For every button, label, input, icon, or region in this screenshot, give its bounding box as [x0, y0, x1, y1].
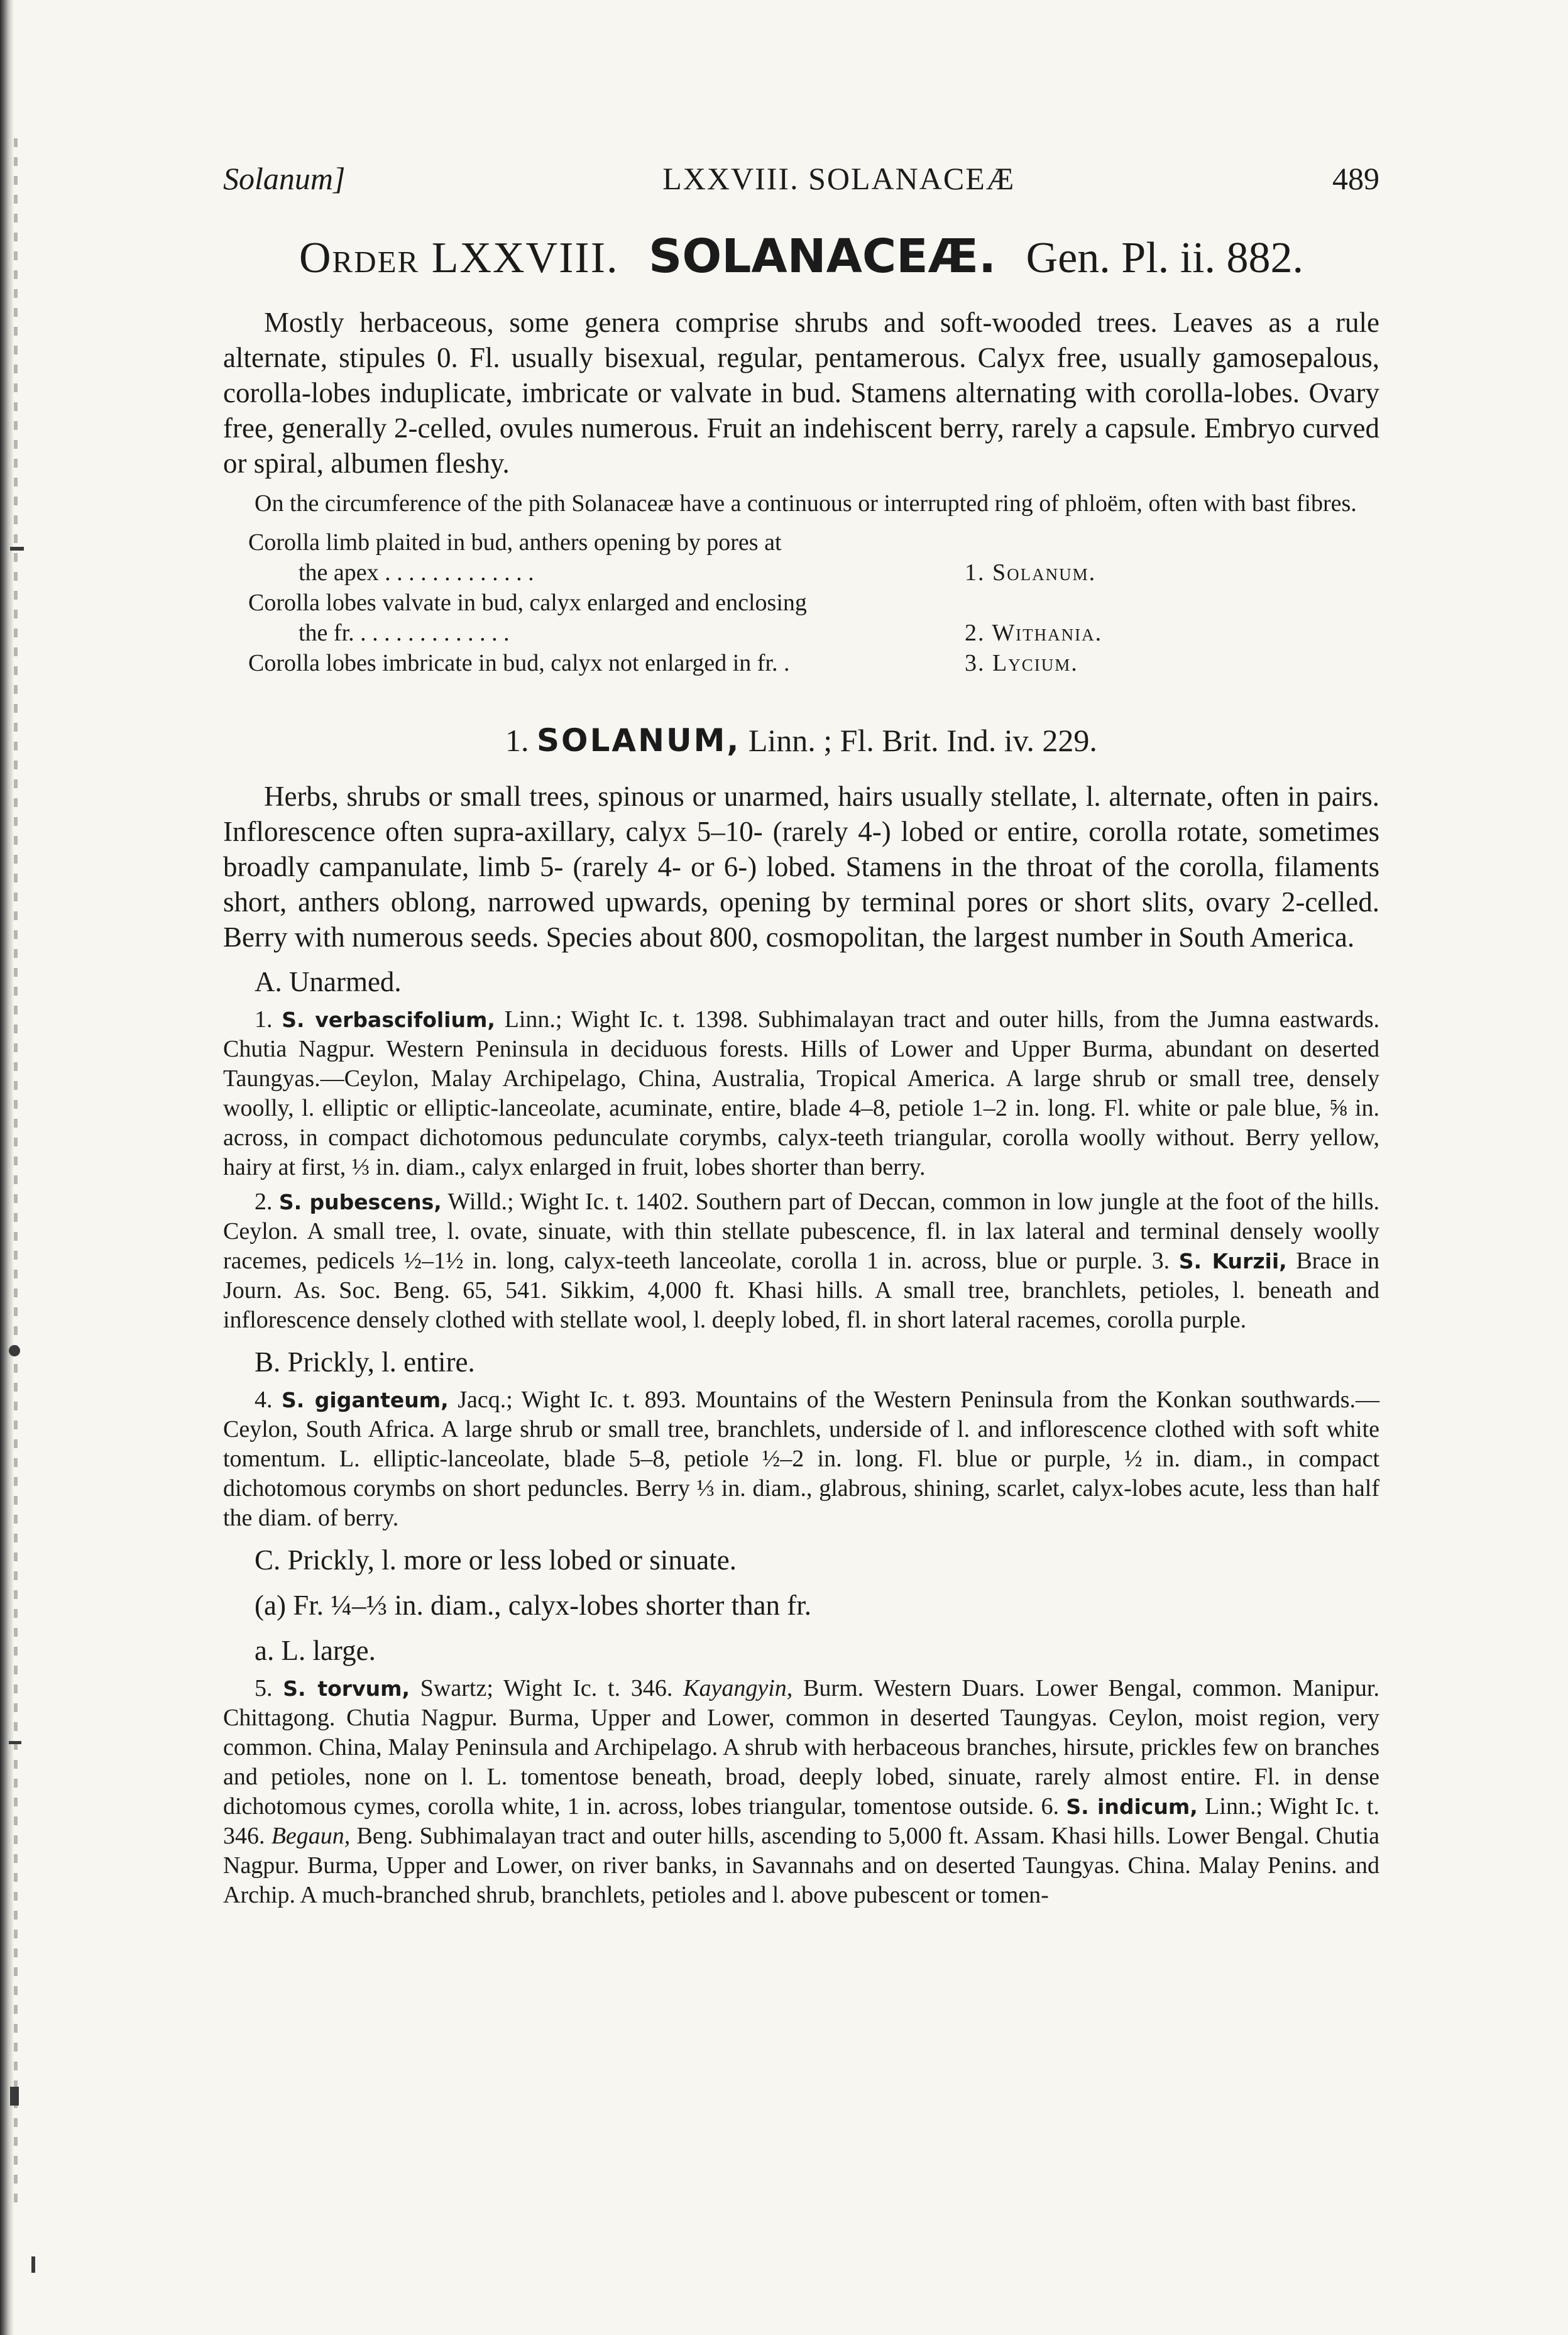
species-entry [223, 1674, 1379, 1910]
species-name: S. giganteum, [282, 1388, 449, 1412]
key-target: 2. Withania. [965, 620, 1103, 646]
species-number: 5. [255, 1675, 273, 1701]
species-name: S. Kurzii, [1178, 1249, 1287, 1273]
species-entry [223, 1187, 1379, 1335]
binding-edge-marks [14, 138, 18, 2212]
key-row [248, 527, 1191, 588]
genus-number: 1. [505, 723, 529, 758]
section-b-heading: B. Prickly, l. entire. [255, 1346, 475, 1378]
key-lead: Corolla limb plaited in bud, anthers opening by pores at [248, 529, 782, 556]
running-head [223, 160, 1379, 217]
binding-edge-shadow [0, 0, 14, 2335]
running-head-center: LXXVIII. SOLANACEÆ [662, 161, 1016, 196]
running-head-left: Solanum] [223, 161, 346, 196]
key-target: 1. Solanum. [965, 559, 1097, 586]
species-number: 1. [255, 1006, 273, 1033]
species-text: Swartz; Wight Ic. t. 346. [420, 1675, 673, 1701]
section-a-heading: A. Unarmed. [255, 966, 402, 997]
species-text: Brace in Journ. As. Soc. Beng. 65, 541. Sikkim, 4,000 ft. Khasi hills. A small tree, branchlets, petioles, l. beneath and inflorescence densely clothed with stellate wool, l. deeply lobed, fl. in short lateral racemes, corolla purple. [223, 1248, 1380, 1333]
edge-mark [10, 547, 24, 551]
page-content [223, 160, 1379, 1910]
key-lead-continuation: the fr. . . . . . . . . . . . . . [299, 620, 510, 646]
species-entry [223, 1005, 1379, 1182]
species-text: Burm. Western Duars. Lower Bengal, common. Manipur. Chittagong. Chutia Nagpur. Burma, Upper and Lower, common in deserted Taungyas. Ceylon, moist region, very common. China, Malay Peninsula and Archipelago. A shrub with herbaceous branches, hirsute, prickles few on branches and petioles, none on l. L. tomentose beneath, broad, deeply lobed, sinuate, rarely almost entire. Fl. in dense dichotomous cymes, corolla white, 1 in. across, lobes triangular, tomentose outside. [223, 1675, 1379, 1820]
subsection-a-heading: (a) Fr. ¼–⅓ in. diam., calyx-lobes shorter than fr. [255, 1590, 812, 1621]
key-target: 3. Lycium. [965, 650, 1078, 676]
key-lead: Corolla lobes valvate in bud, calyx enlarged and enclosing [248, 590, 807, 616]
order-reference: Gen. Pl. ii. 882. [1026, 234, 1304, 282]
species-text: Beng. Subhimalayan tract and outer hills, ascending to 5,000 ft. Assam. Khasi hills. Lower Bengal. Chutia Nagpur. Burma, Upper and Lower, on river banks, in Savannahs and on deserted Taungyas. China. Malay Penins. and Archip. A much-branched shrub, branchlets, petioles and l. above pubescent or tomen- [223, 1823, 1380, 1908]
species-name: S. verbascifolium, [282, 1008, 495, 1032]
order-label: Order LXXVIII. [299, 234, 619, 282]
species-name: S. indicum, [1066, 1794, 1198, 1819]
genus-key [248, 527, 1191, 678]
order-title [223, 229, 1379, 305]
key-row [248, 588, 1191, 648]
species-text: Jacq.; Wight Ic. t. 893. Mountains of the Western Peninsula from the Konkan southwards.—Ceylon, South Africa. A large shrub or small tree, branchlets, underside of l. and inflorescence clothed with soft white tomentum. L. elliptic-lanceolate, blade 5–8, petiole ½–2 in. long. Fl. blue or purple, ½ in. diam., in compact dichotomous corymbs on short peduncles. Berry ⅓ in. diam., glabrous, shining, scarlet, calyx-lobes acute, less than half the diam. of berry. [223, 1387, 1380, 1531]
genus-name: SOLANUM, [537, 722, 741, 759]
genus-description: Herbs, shrubs or small trees, spinous or unarmed, hairs usually stellate, l. alternate, often in pairs. Inflorescence often supra-axillary, calyx 5–10- (rarely 4-) lobed or entire, corolla rotate, sometimes broadly campanulate, limb 5- (rarely 4- or 6-) lobed. Stamens in the throat of the corolla, filaments short, anthers oblong, narrowed upwards, opening by terminal pores or short slits, ovary 2-celled. Berry with numerous seeds. Species about 800, cosmopolitan, the largest number in South America. [223, 781, 1379, 953]
edge-mark [31, 2256, 35, 2273]
family-name: SOLANACEÆ. [649, 229, 997, 283]
species-text: Willd.; Wight Ic. t. 1402. Southern part of Deccan, common in low jungle at the foot of the hills. Ceylon. A small tree, l. ovate, sinuate, with thin stellate pubescence, fl. in lax lateral and terminal densely woolly racemes, pedicels ½–1½ in. long, calyx-teeth lanceolate, corolla 1 in. across, blue or purple. [223, 1189, 1379, 1274]
edge-mark [9, 1741, 21, 1744]
key-lead: Corolla lobes imbricate in bud, calyx not enlarged in fr. . [248, 650, 790, 676]
genus-title [223, 722, 1379, 779]
species-number: 4. [255, 1387, 273, 1413]
species-number: 2. [255, 1189, 273, 1215]
vernacular-name: Begaun, [271, 1823, 351, 1849]
vernacular-name: Kayangyin, [683, 1675, 793, 1701]
subsection-alpha-heading: a. L. large. [255, 1635, 376, 1666]
key-lead-continuation: the apex . . . . . . . . . . . . . [299, 559, 534, 586]
pith-note: On the circumference of the pith Solanaceæ have a continuous or interrupted ring of phloëm, often with bast fibres. [255, 490, 1357, 517]
species-text: Linn.; Wight Ic. t. 346. [223, 1793, 1380, 1849]
species-number: 6. [1041, 1793, 1059, 1820]
edge-mark [10, 2087, 19, 2106]
edge-mark [9, 1345, 20, 1356]
key-row [248, 648, 1191, 678]
section-c-heading: C. Prickly, l. more or less lobed or sinuate. [255, 1544, 737, 1576]
genus-authority: Linn. ; Fl. Brit. Ind. iv. 229. [748, 723, 1097, 758]
species-entry [223, 1385, 1379, 1533]
species-number: 3. [1151, 1248, 1170, 1274]
order-description: Mostly herbaceous, some genera comprise shrubs and soft-wooded trees. Leaves as a rule alternate, stipules 0. Fl. usually bisexual, regular, pentamerous. Calyx free, usually gamosepalous, corolla-lobes induplicate, imbricate or valvate in bud. Stamens alternating with corolla-lobes. Ovary free, generally 2-celled, ovules numerous. Fruit an indehiscent berry, rarely a capsule. Embryo curved or spiral, albumen fleshy. [223, 307, 1379, 479]
species-text: Linn.; Wight Ic. t. 1398. Subhimalayan tract and outer hills, from the Jumna eastwards. Chutia Nagpur. Western Peninsula in deciduous forests. Hills of Lower and Upper Burma, abundant on deserted Taungyas.—Ceylon, Malay Archipelago, China, Australia, Tropical America. A large shrub or small tree, densely woolly, l. elliptic or elliptic-lanceolate, acuminate, entire, blade 4–8, petiole 1–2 in. long. Fl. white or pale blue, ⅝ in. across, in compact dichotomous pedunculate corymbs, calyx-teeth triangular, corolla woolly without. Berry yellow, hairy at first, ⅓ in. diam., calyx enlarged in fruit, lobes shorter than berry. [223, 1006, 1379, 1180]
page-number: 489 [1332, 161, 1379, 196]
species-name: S. torvum, [283, 1676, 410, 1701]
species-name: S. pubescens, [278, 1190, 442, 1214]
